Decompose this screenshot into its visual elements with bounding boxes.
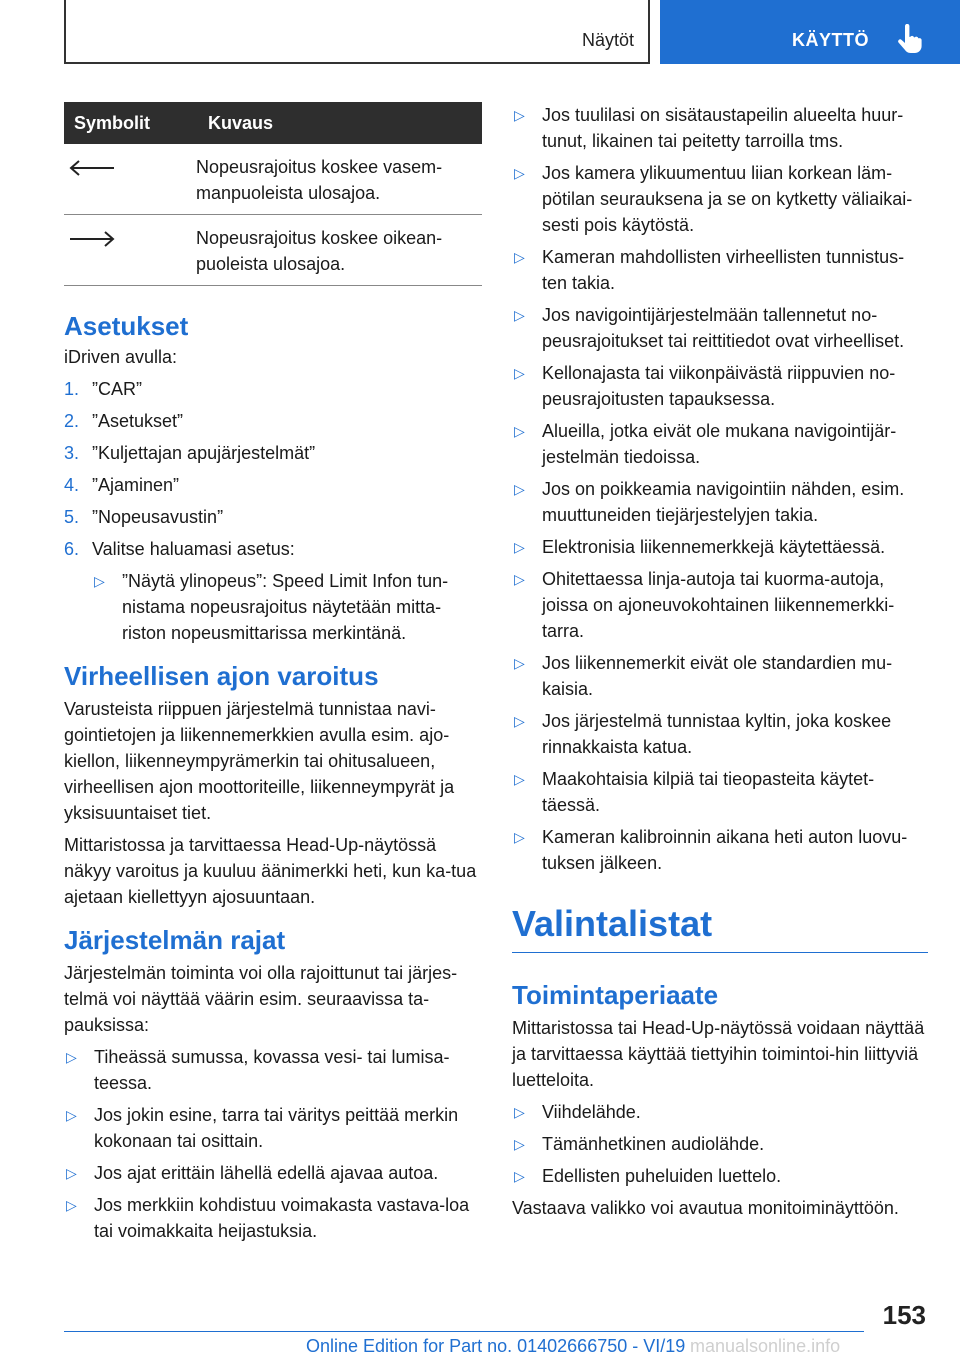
- triangle-bullet-icon: ▷: [514, 249, 525, 265]
- list-item: ▷ ”Näytä ylinopeus”: Speed Limit Infon tun-nistama nopeusrajoitus näytetään mitta-riston nopeusmittarissa merkintänä.: [92, 568, 482, 646]
- section-label: Näytöt: [581, 30, 634, 50]
- list-item: 5. ”Nopeusavustin”: [64, 507, 224, 527]
- arrow-right-icon: [68, 229, 116, 249]
- table-row: [64, 144, 482, 215]
- list-item: ▷ Jos järjestelmä tunnistaa kyltin, joka koskee rinnakkaista katua.: [512, 708, 928, 760]
- warning-paragraph: Mittaristossa ja tarvittaessa Head-Up-näytössä näkyy varoitus ja kuuluu äänimerkki heti, kun ka-tua ajetaan kiellettyyn ajosuuntaan.: [64, 835, 477, 907]
- list-item: 3. ”Kuljettajan apujärjestelmät”: [64, 443, 316, 463]
- table-row: [64, 215, 482, 286]
- triangle-bullet-icon: ▷: [514, 307, 525, 323]
- pointing-hand-icon: [896, 24, 922, 54]
- symbol-table: [64, 102, 482, 286]
- triangle-bullet-icon: ▷: [514, 713, 525, 729]
- heading-toimintaperiaate: Toimintaperiaate: [512, 980, 719, 1010]
- list-item: ▷ Kellonajasta tai viikonpäivästä riippuvien no-peusrajoitusten tapauksessa.: [512, 360, 928, 412]
- footer-divider: [64, 1331, 864, 1332]
- asetukset-substeps: [92, 568, 482, 646]
- heading-asetukset: Asetukset: [64, 311, 189, 341]
- list-item: 4. ”Ajaminen”: [64, 475, 180, 495]
- triangle-bullet-icon: ▷: [514, 655, 525, 671]
- list-item: ▷ Jos liikennemerkit eivät ole standardien mu-kaisia.: [512, 650, 928, 702]
- left-column: [64, 102, 482, 1250]
- list-item: ▷ Jos ajat erittäin lähellä edellä ajavaa autoa.: [64, 1160, 482, 1186]
- valintalistat-outro: Vastaava valikko voi avautua monitoiminäyttöön.: [512, 1198, 899, 1218]
- table-cell-description: Nopeusrajoitus koskee vasem-manpuoleista ulosajoa.: [186, 144, 482, 215]
- list-item: ▷ Jos merkkiin kohdistuu voimakasta vastava-loa tai voimakkaita heijastuksia.: [64, 1192, 482, 1244]
- valintalistat-list: [512, 1099, 928, 1189]
- triangle-bullet-icon: ▷: [514, 365, 525, 381]
- list-item: ▷ Viihdelähde.: [512, 1099, 928, 1125]
- limits-intro: Järjestelmän toiminta voi olla rajoittunut tai järjes-telmä voi näyttää väärin esim. seuraavissa ta-pauksissa:: [64, 963, 458, 1035]
- triangle-bullet-icon: ▷: [514, 481, 525, 497]
- list-item: ▷ Jos navigointijärjestelmään tallennetut no-peusrajoitukset tai reittitiedot ovat virheelliset.: [512, 302, 928, 354]
- table-header-description: Kuvaus: [186, 102, 482, 144]
- triangle-bullet-icon: ▷: [514, 1136, 525, 1152]
- limits-list-right: [512, 102, 928, 876]
- footer-watermark: manualsonline.info: [690, 1336, 841, 1356]
- right-column: [512, 102, 928, 1227]
- list-item: ▷ Edellisten puheluiden luettelo.: [512, 1163, 928, 1189]
- list-item: ▷ Elektronisia liikennemerkkejä käytettäessä.: [512, 534, 928, 560]
- list-item: ▷ Alueilla, jotka eivät ole mukana navigointijär-jestelmän tiedoissa.: [512, 418, 928, 470]
- triangle-bullet-icon: ▷: [514, 1168, 525, 1184]
- triangle-bullet-icon: ▷: [66, 1197, 77, 1213]
- list-item: 6. Valitse haluamasi asetus:: [64, 539, 295, 559]
- list-item: ▷ Tämänhetkinen audiolähde.: [512, 1131, 928, 1157]
- arrow-left-icon: [68, 158, 116, 178]
- triangle-bullet-icon: ▷: [514, 571, 525, 587]
- heading-limits: Järjestelmän rajat: [64, 925, 286, 955]
- triangle-bullet-icon: ▷: [66, 1049, 77, 1065]
- triangle-bullet-icon: ▷: [514, 829, 525, 845]
- triangle-bullet-icon: ▷: [94, 573, 105, 589]
- triangle-bullet-icon: ▷: [514, 1104, 525, 1120]
- triangle-bullet-icon: ▷: [66, 1165, 77, 1181]
- triangle-bullet-icon: ▷: [514, 107, 525, 123]
- triangle-bullet-icon: ▷: [514, 771, 525, 787]
- list-item: ▷ Jos tuulilasi on sisätaustapeilin alueelta huur-tunut, likainen tai peitetty tarroilla tms.: [512, 102, 928, 154]
- page-number: 153: [882, 1300, 926, 1330]
- triangle-bullet-icon: ▷: [66, 1107, 77, 1123]
- warning-paragraph: Varusteista riippuen järjestelmä tunnistaa navi-gointietojen ja liikennemerkkien avulla esim. ajo-kiellon, liikenneympyrämerkin tai ohitusalueen, virheellisen ajon moottoriteille, liikenneympyrät ja yksisuuntaiset tiet.: [64, 699, 455, 823]
- list-item: ▷ Jos jokin esine, tarra tai väritys peittää merkin kokonaan tai osittain.: [64, 1102, 482, 1154]
- triangle-bullet-icon: ▷: [514, 539, 525, 555]
- table-cell-description: Nopeusrajoitus koskee oikean-puoleista ulosajoa.: [186, 215, 482, 286]
- list-item: ▷ Tiheässä sumussa, kovassa vesi- tai lumisa-teessa.: [64, 1044, 482, 1096]
- asetukset-intro: iDriven avulla:: [64, 347, 178, 367]
- list-item: 2. ”Asetukset”: [64, 411, 184, 431]
- heading-warning: Virheellisen ajon varoitus: [64, 661, 379, 691]
- header-chapter-tab: [660, 0, 960, 64]
- valintalistat-intro: Mittaristossa tai Head-Up-näytössä voidaan näyttää ja tarvittaessa käyttää tiettyihin toimintoi-hin liittyviä luetteloita.: [512, 1018, 925, 1090]
- list-item: ▷ Jos on poikkeamia navigointiin nähden, esim. muuttuneiden tiejärjestelyjen takia.: [512, 476, 928, 528]
- footer-edition: Online Edition for Part no. 01402666750 - VI/19: [306, 1336, 686, 1356]
- asetukset-steps: [64, 376, 482, 562]
- chapter-label: KÄYTTÖ: [792, 30, 869, 50]
- triangle-bullet-icon: ▷: [514, 423, 525, 439]
- header-section-box: [64, 0, 650, 64]
- triangle-bullet-icon: ▷: [514, 165, 525, 181]
- heading-valintalistat: Valintalistat: [512, 902, 928, 953]
- list-item: ▷ Maakohtaisia kilpiä tai tieopasteita käytet-täessä.: [512, 766, 928, 818]
- list-item: ▷ Kameran mahdollisten virheellisten tunnistus-ten takia.: [512, 244, 928, 296]
- limits-list-left: [64, 1044, 482, 1244]
- list-item: ▷ Jos kamera ylikuumentuu liian korkean läm-pötilan seurauksena ja se on kytketty väliaikai-sesti pois käytöstä.: [512, 160, 928, 238]
- list-item: ▷ Kameran kalibroinnin aikana heti auton luovu-tuksen jälkeen.: [512, 824, 928, 876]
- list-item: ▷ Ohitettaessa linja-autoja tai kuorma-autoja, joissa on ajoneuvokohtainen liikennemerkki-tarra.: [512, 566, 928, 644]
- list-item: 1. ”CAR”: [64, 379, 142, 399]
- table-header-symbols: Symbolit: [64, 102, 186, 144]
